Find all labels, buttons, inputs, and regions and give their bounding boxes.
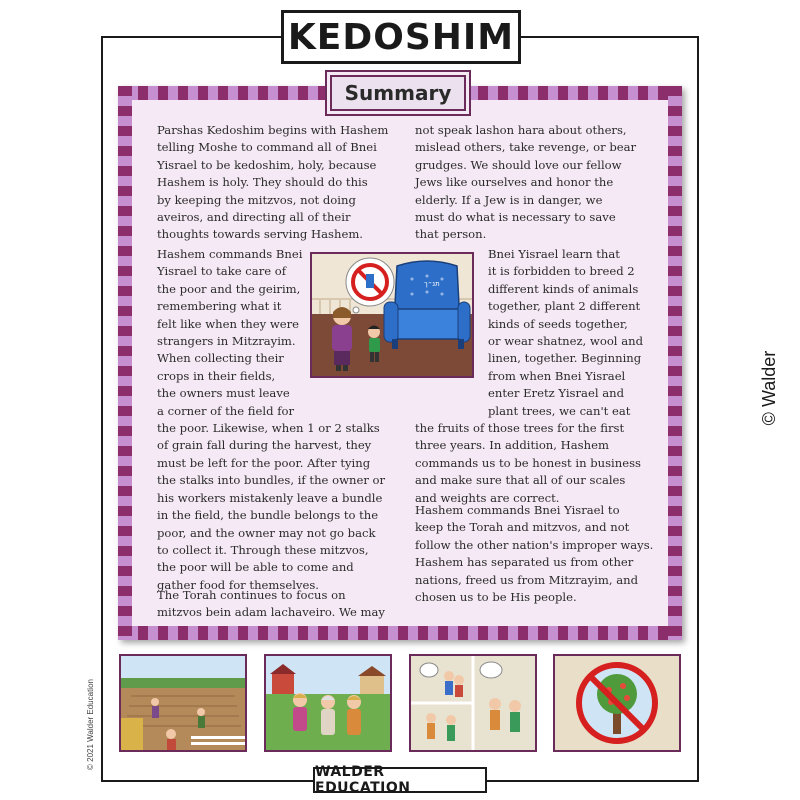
text-line: kinds of seeds together,: [488, 316, 628, 331]
text-line: chosen us to be His people.: [415, 590, 577, 605]
thumbnail-elderly: [264, 654, 392, 752]
text-line: Parshas Kedoshim begins with Hashem: [157, 123, 389, 137]
harvest-field-icon: [121, 656, 245, 750]
text-line: enter Eretz Yisrael and: [488, 386, 625, 401]
text-line: the fruits of those trees for the first: [415, 421, 625, 435]
text-line: in the field, the bundle belongs to the: [157, 508, 379, 523]
chair-book-label: תנ״ך: [424, 280, 440, 288]
text-line: mislead others, take revenge, or bear: [415, 140, 637, 155]
copyright-small-label: © 2021 Walder Education: [86, 679, 95, 770]
text-line: aveiros, and directing all of their: [157, 210, 351, 225]
thumbnail-children: [409, 654, 537, 752]
text-line: follow the other nation's improper ways.: [415, 537, 654, 552]
paragraph-chosen-people: [415, 502, 665, 606]
thumbnail-harvest: [119, 654, 247, 752]
text-line: or wear shatnez, wool and: [488, 334, 644, 349]
text-line: keep the Torah and mitzvos, and not: [415, 520, 630, 535]
text-line: three years. In addition, Hashem: [415, 438, 609, 453]
text-line: the poor and the geirim,: [157, 281, 301, 296]
elderly-couple-icon: [266, 656, 390, 750]
text-line: strangers in Mitzrayim.: [157, 334, 296, 349]
text-line: crops in their fields,: [157, 368, 276, 383]
text-line: The Torah continues to focus on: [157, 588, 346, 602]
text-line: Jews like ourselves and honor the: [415, 175, 614, 190]
text-line: Yisrael to take care of: [157, 264, 287, 279]
chair-scene-icon: [312, 254, 472, 376]
thumbnail-no-fruit: [553, 654, 681, 752]
text-line: by keeping the mitzvos, not doing: [157, 192, 356, 207]
text-line: gather food for themselves.: [157, 577, 319, 592]
text-line: and make sure that all of our scales: [415, 473, 626, 488]
text-line: poor, and the owner may not go back: [157, 525, 376, 540]
text-line: linen, together. Beginning: [488, 351, 642, 366]
text-line: of grain fall during the harvest, they: [157, 438, 372, 453]
text-line: it is forbidden to breed 2: [488, 264, 635, 279]
paragraph-intro: [157, 122, 397, 244]
text-line: to collect it. Through these mitzvos,: [157, 542, 369, 557]
text-line: not speak lashon hara about others,: [415, 123, 627, 137]
text-line: must be left for the poor. After tying: [157, 455, 371, 470]
text-line: Hashem commands Bnei: [157, 247, 303, 261]
text-line: and weights are correct.: [415, 490, 560, 505]
text-line: the poor will be able to come and: [157, 560, 354, 575]
no-fruit-tree-icon: [555, 656, 679, 750]
text-line: the poor. Likewise, when 1 or 2 stalks: [157, 421, 380, 436]
text-line: plant trees, we can't eat: [488, 403, 631, 418]
text-line: thoughts towards serving Hashem.: [157, 227, 363, 242]
text-line: from when Bnei Yisrael: [488, 368, 626, 383]
text-line: the stalks into bundles, if the owner or: [157, 473, 386, 488]
text-line: different kinds of animals: [488, 281, 639, 296]
text-line: Yisrael to be kedoshim, holy, because: [157, 157, 377, 172]
text-line: When collecting their: [157, 351, 284, 366]
text-line: telling Moshe to command all of Bnei: [157, 140, 377, 155]
text-line: elderly. If a Jew is in danger, we: [415, 192, 603, 207]
page-title: KEDOSHIM: [281, 10, 521, 64]
text-line: felt like when they were: [157, 316, 300, 331]
paragraph-kilayim: [488, 246, 668, 420]
copyright-side-label: © Walder: [759, 350, 779, 426]
text-line: together, plant 2 different: [488, 299, 641, 314]
children-talking-icon: [411, 656, 535, 750]
text-line: Hashem has separated us from other: [415, 555, 634, 570]
paragraph-lashon-hara: [415, 122, 655, 244]
summary-heading: Summary: [330, 75, 466, 111]
text-line: commands us to be honest in business: [415, 455, 641, 470]
text-line: Bnei Yisrael learn that: [488, 247, 620, 261]
text-line: must do what is necessary to save: [415, 210, 616, 225]
text-line: Hashem commands Bnei Yisrael to: [415, 503, 620, 517]
illustration-honor-elders: [310, 252, 474, 378]
text-line: nations, freed us from Mitzrayim, and: [415, 572, 638, 587]
text-line: that person.: [415, 227, 487, 242]
text-line: remembering what it: [157, 299, 282, 314]
text-line: a corner of the field for: [157, 403, 295, 418]
text-line: grudges. We should love our fellow: [415, 157, 622, 172]
text-line: mitzvos bein adam lachaveiro. We may: [157, 605, 385, 620]
text-line: the owners must leave: [157, 386, 290, 401]
text-line: his workers mistakenly leave a bundle: [157, 490, 383, 505]
footer-brand: WALDER EDUCATION: [313, 767, 487, 793]
paragraph-kilayim-continued: [415, 420, 665, 507]
text-line: Hashem is holy. They should do this: [157, 175, 368, 190]
paragraph-bein-adam: [157, 587, 397, 622]
